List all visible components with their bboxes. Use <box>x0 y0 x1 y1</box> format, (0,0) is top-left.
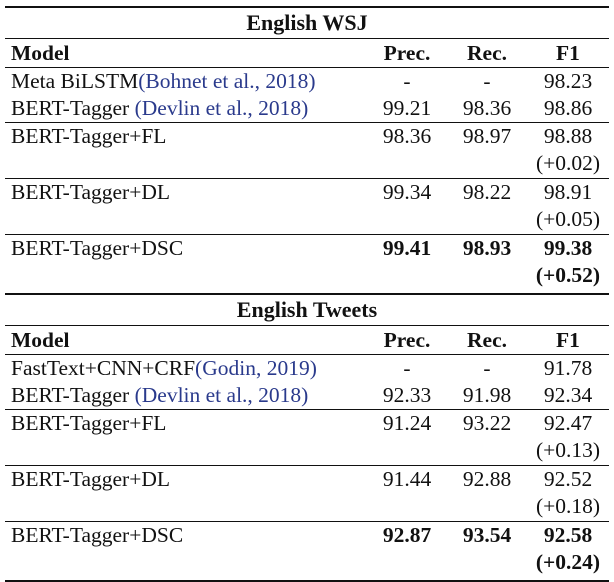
model-cell: BERT-Tagger (Devlin et al., 2018) <box>11 383 309 407</box>
table-row <box>5 355 609 382</box>
prec-cell: 91.24 <box>382 411 432 435</box>
results-table <box>5 6 609 582</box>
header-rec: Rec. <box>467 328 507 352</box>
model-cell: BERT-Tagger+DL <box>11 180 171 204</box>
f1-cell: 91.78 <box>543 356 593 380</box>
model-cell: FastText+CNN+CRF(Godin, 2019) <box>11 356 317 380</box>
f1-delta: (+0.05) <box>535 207 601 231</box>
header-f1: F1 <box>556 328 580 352</box>
prec-cell: 92.33 <box>382 383 432 407</box>
prec-cell: 99.21 <box>382 96 432 120</box>
f1-cell: 92.47 (+0.13) <box>527 410 609 465</box>
table-row <box>5 466 609 521</box>
f1-delta: (+0.24) <box>535 550 601 574</box>
f1-cell: 98.86 <box>543 96 593 120</box>
model-cell: Meta BiLSTM(Bohnet et al., 2018) <box>11 69 316 93</box>
header-f1: F1 <box>556 41 580 65</box>
rec-cell: 91.98 <box>462 383 512 407</box>
model-cell: BERT-Tagger+DL <box>11 467 171 491</box>
rec-cell: 92.88 <box>462 467 512 491</box>
header-row <box>5 39 609 67</box>
rec-cell: 98.36 <box>462 96 512 120</box>
table-row <box>5 123 609 178</box>
rec-cell: 98.97 <box>462 124 512 148</box>
rec-cell: - <box>483 69 491 93</box>
table-row <box>5 235 609 290</box>
header-rec: Rec. <box>467 41 507 65</box>
prec-cell: - <box>403 69 411 93</box>
header-prec: Prec. <box>383 328 431 352</box>
f1-cell: 98.91 (+0.05) <box>527 179 609 234</box>
prec-cell: 92.87 <box>382 523 432 547</box>
f1-cell: 98.88 (+0.02) <box>527 123 609 178</box>
header-prec: Prec. <box>383 41 431 65</box>
rec-cell: 98.93 <box>462 236 512 260</box>
rec-cell: - <box>483 356 491 380</box>
rec-cell: 98.22 <box>462 180 512 204</box>
citation: (Devlin et al., 2018) <box>134 96 309 120</box>
prec-cell: 99.34 <box>382 180 432 204</box>
table-row <box>5 522 609 577</box>
f1-cell: 92.52 (+0.18) <box>527 466 609 521</box>
prec-cell: 99.41 <box>382 236 432 260</box>
citation: (Devlin et al., 2018) <box>134 383 309 407</box>
table-row <box>5 95 609 122</box>
header-row <box>5 326 609 354</box>
model-cell: BERT-Tagger+FL <box>11 124 167 148</box>
f1-delta: (+0.52) <box>535 263 601 287</box>
rec-cell: 93.54 <box>462 523 512 547</box>
table-row <box>5 179 609 234</box>
citation: (Bohnet et al., 2018) <box>138 69 316 93</box>
model-cell: BERT-Tagger+DSC <box>11 236 184 260</box>
table-row <box>5 68 609 95</box>
model-cell: BERT-Tagger+DSC <box>11 523 184 547</box>
section-title-wsj: English WSJ <box>246 10 368 35</box>
table-row <box>5 382 609 409</box>
f1-delta: (+0.02) <box>535 151 601 175</box>
model-cell: BERT-Tagger+FL <box>11 411 167 435</box>
f1-delta: (+0.13) <box>535 438 601 462</box>
prec-cell: 98.36 <box>382 124 432 148</box>
prec-cell: - <box>403 356 411 380</box>
model-cell: BERT-Tagger (Devlin et al., 2018) <box>11 96 309 120</box>
header-model: Model <box>11 41 70 65</box>
header-model: Model <box>11 328 70 352</box>
rec-cell: 93.22 <box>462 411 512 435</box>
f1-cell: 92.34 <box>543 383 593 407</box>
f1-cell: 92.58 (+0.24) <box>527 522 609 577</box>
citation: (Godin, 2019) <box>195 356 317 380</box>
table-row <box>5 410 609 465</box>
f1-cell: 99.38 (+0.52) <box>527 235 609 290</box>
f1-cell: 98.23 <box>543 69 593 93</box>
f1-delta: (+0.18) <box>535 494 601 518</box>
section-title-tweets: English Tweets <box>236 297 378 322</box>
prec-cell: 91.44 <box>382 467 432 491</box>
